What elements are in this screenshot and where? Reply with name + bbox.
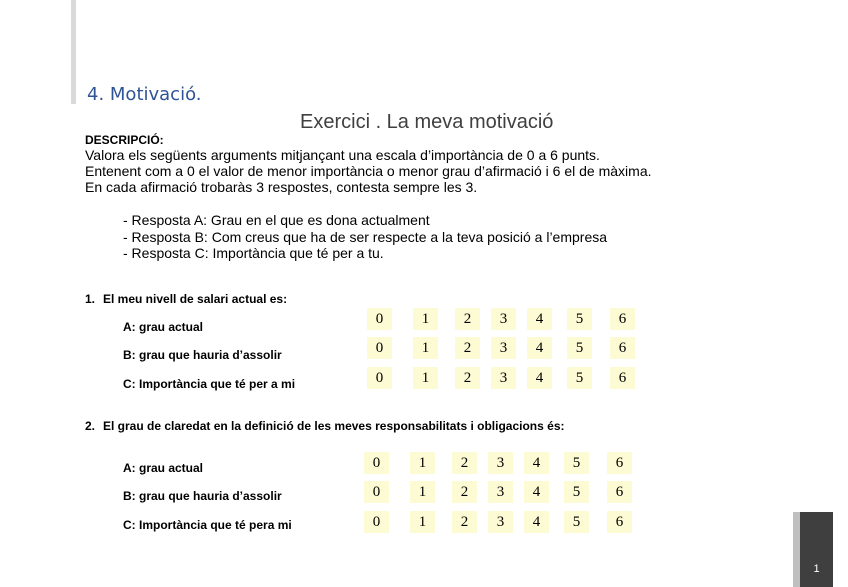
q1-row-a-score-5[interactable]: 5	[567, 308, 592, 330]
q2-row-c-score-2[interactable]: 2	[452, 511, 477, 533]
q1-row-a-score-3[interactable]: 3	[491, 308, 516, 330]
q2-row-a-score-3[interactable]: 3	[488, 452, 513, 474]
q2-row-a-score-0[interactable]: 0	[364, 452, 389, 474]
q2-row-c-score-5[interactable]: 5	[564, 511, 589, 533]
description-line: Valora els següents arguments mitjançant una escala d’importància de 0 a 6 punts.	[85, 147, 600, 163]
q1-row-a-score-2[interactable]: 2	[455, 308, 480, 330]
q1-row-b-score-4[interactable]: 4	[527, 337, 552, 359]
question-1	[85, 292, 287, 306]
q2-row-c-score-3[interactable]: 3	[488, 511, 513, 533]
q2-row-c-score-0[interactable]: 0	[364, 511, 389, 533]
answer-c-legend: - Resposta C: Importància que té per a tu.	[123, 245, 384, 261]
description-line: Entenent com a 0 el valor de menor importància o menor grau d’afirmació i 6 el de màxima.	[85, 163, 652, 179]
description-line: En cada afirmació trobaràs 3 respostes, contesta sempre les 3.	[85, 179, 478, 195]
question-number: 2.	[85, 419, 96, 433]
q1-row-a-score-6[interactable]: 6	[610, 308, 635, 330]
q1-row-c-score-3[interactable]: 3	[491, 367, 516, 389]
q1-row-b-label: B: grau que hauria d’assolir	[123, 348, 282, 362]
q2-row-a-label: A: grau actual	[123, 461, 204, 475]
q1-row-a-score-4[interactable]: 4	[527, 308, 552, 330]
question-text: El meu nivell de salari actual es:	[103, 292, 288, 306]
section-title: 4. Motivació.	[87, 84, 202, 105]
answer-a-legend: - Resposta A: Grau en el que es dona actualment	[123, 212, 430, 228]
q1-row-b-score-5[interactable]: 5	[567, 337, 592, 359]
footer-page-box	[800, 512, 833, 587]
q1-row-b-score-6[interactable]: 6	[610, 337, 635, 359]
q2-row-a-score-4[interactable]: 4	[524, 452, 549, 474]
q2-row-b-score-4[interactable]: 4	[524, 481, 549, 503]
q1-row-a-score-0[interactable]: 0	[367, 308, 392, 330]
answer-legend	[123, 212, 607, 262]
q1-row-c-score-6[interactable]: 6	[610, 367, 635, 389]
q2-row-b-score-0[interactable]: 0	[364, 481, 389, 503]
footer-accent-bar	[793, 512, 800, 587]
q1-row-c-score-2[interactable]: 2	[455, 367, 480, 389]
question-2	[85, 419, 565, 433]
q1-row-c-label: C: Importància que té per a mi	[123, 377, 296, 391]
q2-row-c-score-4[interactable]: 4	[524, 511, 549, 533]
q1-row-c-score-0[interactable]: 0	[367, 367, 392, 389]
exercise-title: Exercici . La meva motivació	[300, 111, 554, 133]
answer-b-legend: - Resposta B: Com creus que ha de ser respecte a la teva posició a l’empresa	[123, 228, 608, 245]
description-text	[85, 147, 652, 195]
q2-row-b-score-2[interactable]: 2	[452, 481, 477, 503]
q1-row-c-score-5[interactable]: 5	[567, 367, 592, 389]
q1-row-a-score-1[interactable]: 1	[413, 308, 438, 330]
q2-row-b-label: B: grau que hauria d’assolir	[123, 489, 282, 503]
left-accent-bar	[71, 0, 76, 104]
q1-row-b-score-2[interactable]: 2	[455, 337, 480, 359]
q1-row-b-score-1[interactable]: 1	[413, 337, 438, 359]
q2-row-a-score-5[interactable]: 5	[564, 452, 589, 474]
description-heading: DESCRIPCIÓ:	[85, 133, 164, 147]
page-number: 1	[813, 563, 820, 575]
q2-row-b-score-6[interactable]: 6	[607, 481, 632, 503]
q1-row-c-score-4[interactable]: 4	[527, 367, 552, 389]
q2-row-c-label: C: Importància que té pera mi	[123, 518, 292, 532]
q2-row-a-score-6[interactable]: 6	[607, 452, 632, 474]
q1-row-b-score-3[interactable]: 3	[491, 337, 516, 359]
q2-row-b-score-3[interactable]: 3	[488, 481, 513, 503]
q1-row-a-label: A: grau actual	[123, 320, 204, 334]
q1-row-b-score-0[interactable]: 0	[367, 337, 392, 359]
question-text: El grau de claredat en la definició de les meves responsabilitats i obligacions és:	[103, 419, 565, 433]
q2-row-a-score-2[interactable]: 2	[452, 452, 477, 474]
q2-row-a-score-1[interactable]: 1	[410, 452, 435, 474]
q2-row-b-score-1[interactable]: 1	[410, 481, 435, 503]
question-number: 1.	[85, 292, 96, 306]
q2-row-b-score-5[interactable]: 5	[564, 481, 589, 503]
q1-row-c-score-1[interactable]: 1	[413, 367, 438, 389]
q2-row-c-score-6[interactable]: 6	[607, 511, 632, 533]
q2-row-c-score-1[interactable]: 1	[410, 511, 435, 533]
